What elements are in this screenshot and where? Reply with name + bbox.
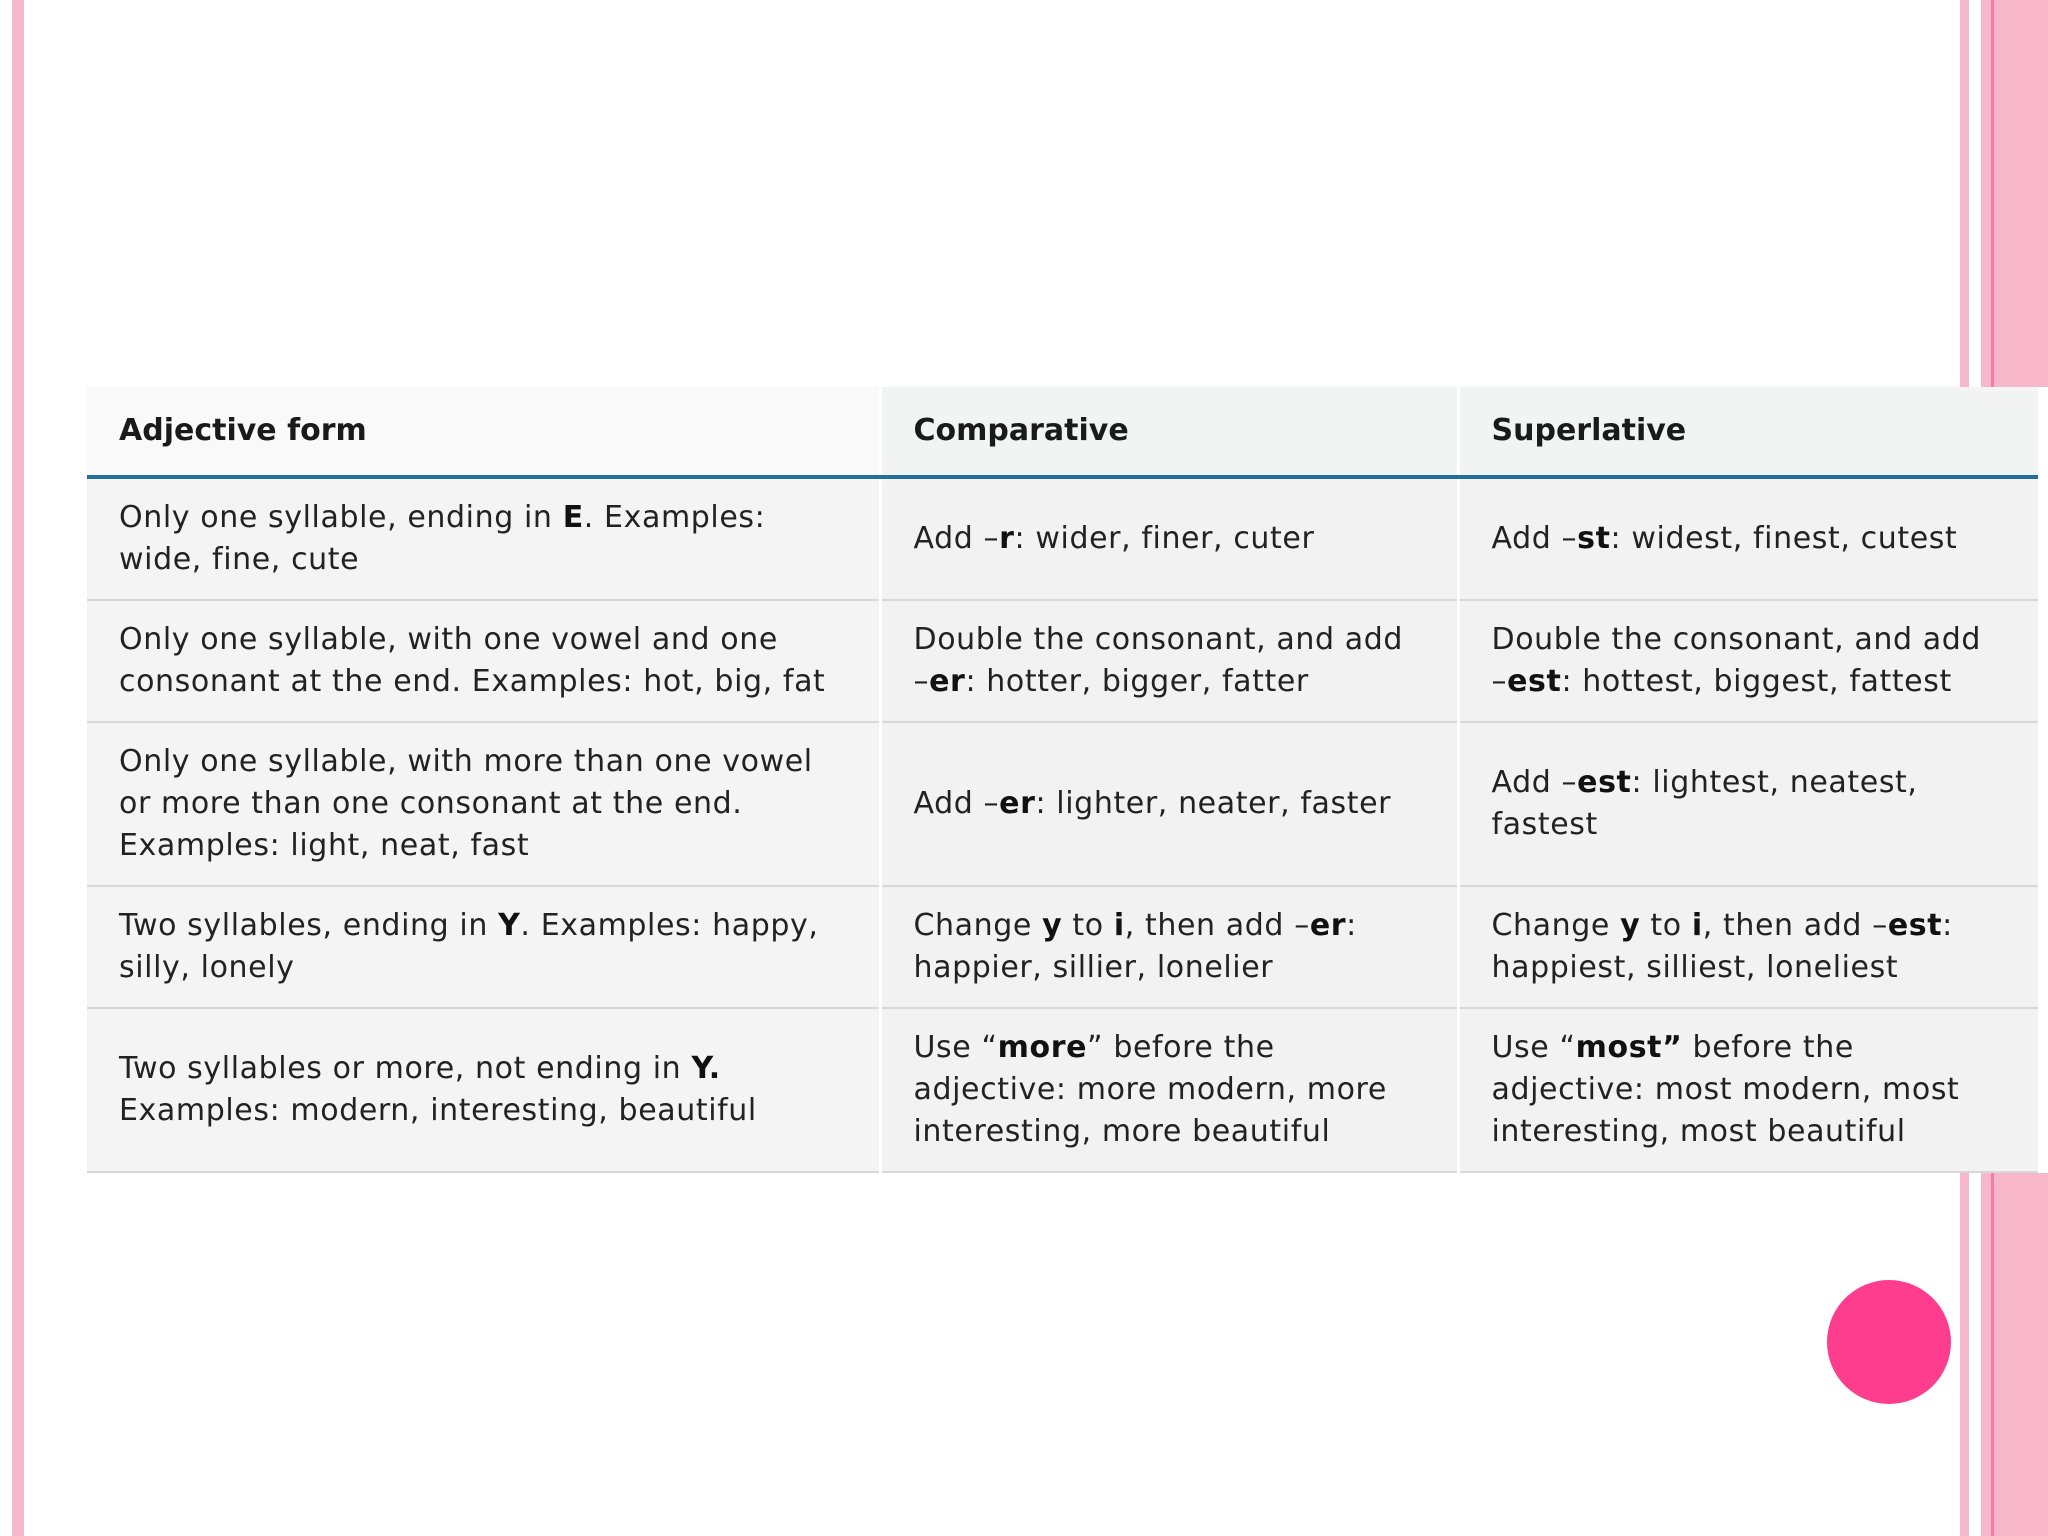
table-row (87, 722, 2038, 886)
cell-comparative: Add –r: wider, finer, cuter (880, 477, 1458, 600)
cell-adjective-form: Only one syllable, ending in E. Examples: wide, fine, cute (87, 477, 880, 600)
cell-adjective-form: Two syllables, ending in Y. Examples: happy, silly, lonely (87, 886, 880, 1008)
cell-superlative: Add –st: widest, finest, cutest (1458, 477, 2038, 600)
left-decorative-stripe (12, 0, 24, 1536)
header-superlative: Superlative (1458, 387, 2038, 477)
cell-comparative: Use “more” before the adjective: more modern, more interesting, more beautiful (880, 1008, 1458, 1172)
cell-adjective-form: Only one syllable, with one vowel and one consonant at the end. Examples: hot, big, fat (87, 600, 880, 722)
table-row (87, 1008, 2038, 1172)
cell-comparative: Double the consonant, and add –er: hotter, bigger, fatter (880, 600, 1458, 722)
adjective-table-container (87, 387, 2048, 1173)
cell-comparative: Change y to i, then add –er: happier, sillier, lonelier (880, 886, 1458, 1008)
pink-circle-decoration (1827, 1280, 1951, 1404)
cell-superlative: Use “most” before the adjective: most modern, most interesting, most beautiful (1458, 1008, 2038, 1172)
cell-adjective-form: Two syllables or more, not ending in Y. Examples: modern, interesting, beautiful (87, 1008, 880, 1172)
table-row (87, 600, 2038, 722)
cell-superlative: Double the consonant, and add –est: hottest, biggest, fattest (1458, 600, 2038, 722)
cell-superlative: Change y to i, then add –est: happiest, silliest, loneliest (1458, 886, 2038, 1008)
cell-adjective-form: Only one syllable, with more than one vowel or more than one consonant at the end. Examples: light, neat, fast (87, 722, 880, 886)
header-comparative: Comparative (880, 387, 1458, 477)
header-adjective-form: Adjective form (87, 387, 880, 477)
table-header-row (87, 387, 2038, 477)
table-row (87, 886, 2038, 1008)
table-row (87, 477, 2038, 600)
cell-superlative: Add –est: lightest, neatest, fastest (1458, 722, 2038, 886)
cell-comparative: Add –er: lighter, neater, faster (880, 722, 1458, 886)
adjective-comparison-table (87, 387, 2038, 1173)
